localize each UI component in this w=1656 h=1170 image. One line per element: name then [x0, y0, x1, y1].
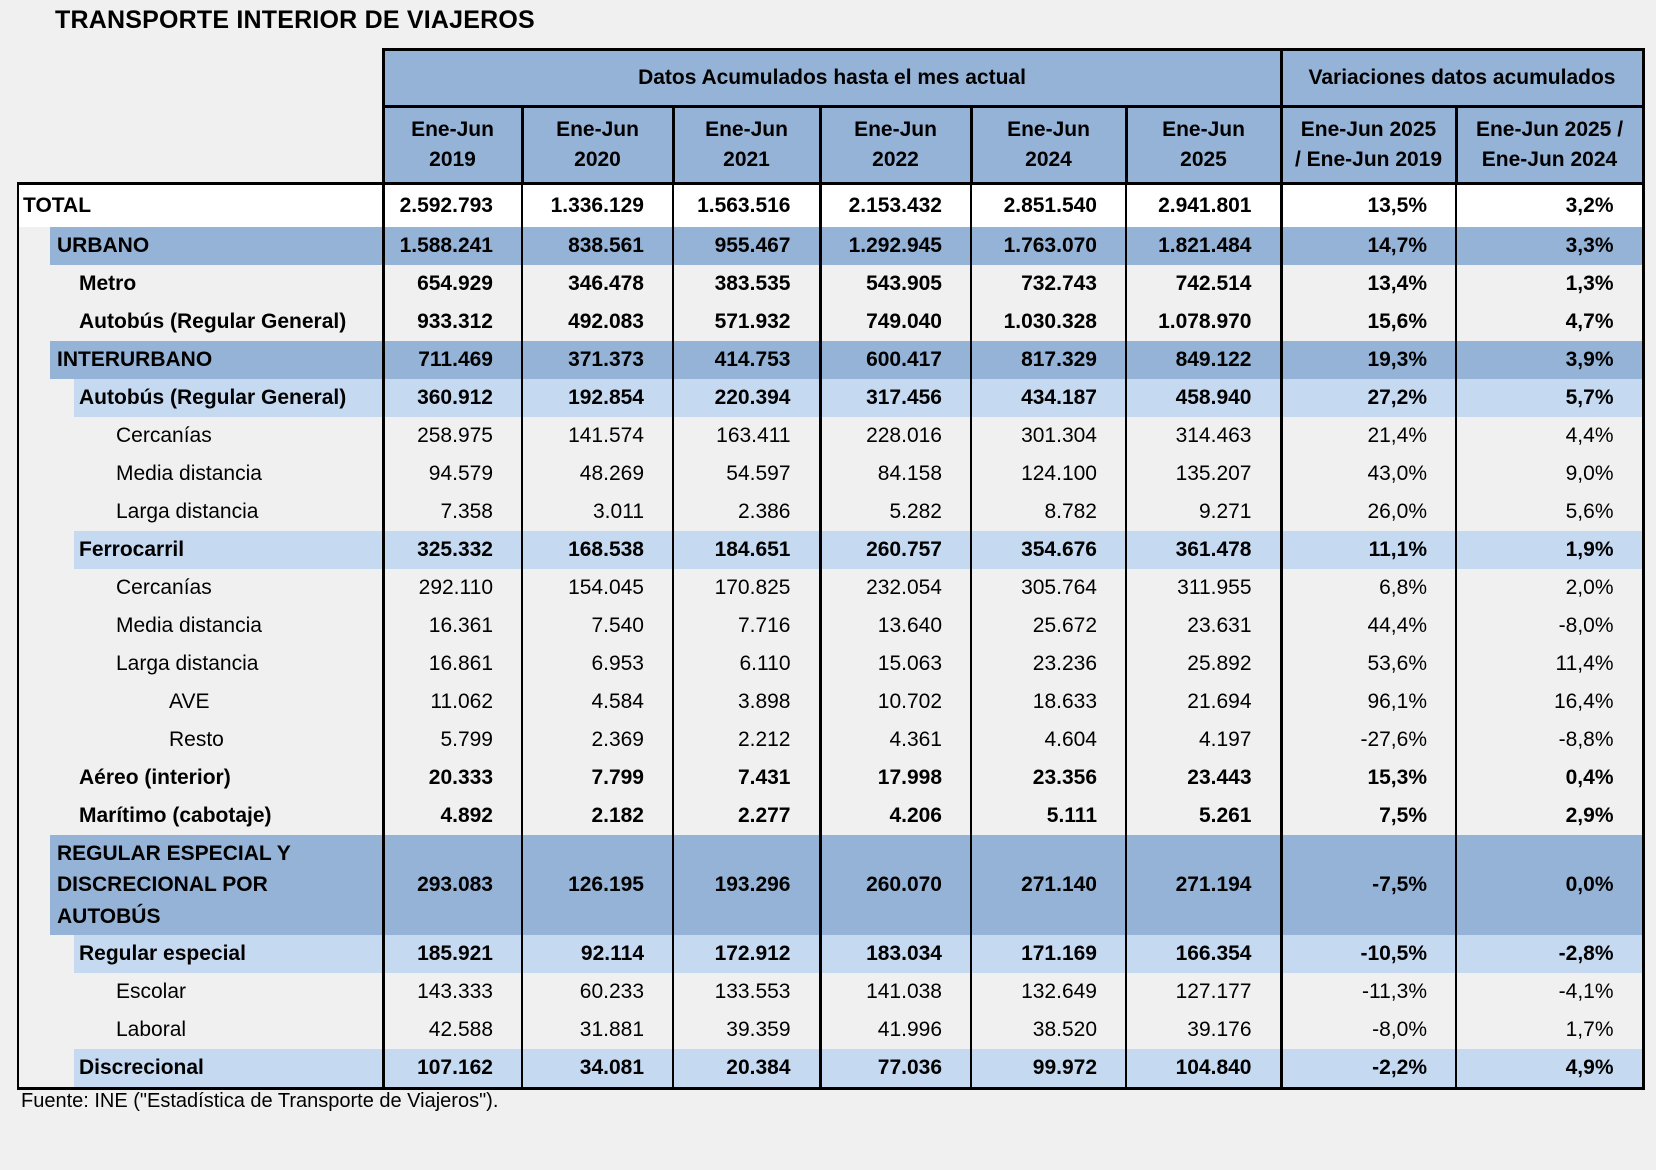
table-cell: 5,7%	[1456, 379, 1643, 417]
column-header-ene-jun-2025--ene-jun-2019: Ene-Jun 2025 / Ene-Jun 2019	[1281, 107, 1456, 184]
table-cell: 26,0%	[1281, 493, 1456, 531]
table-cell: 2.153.432	[820, 184, 971, 228]
table-cell: 1.821.484	[1126, 227, 1281, 265]
table-cell: 220.394	[673, 379, 820, 417]
table-cell: 20.333	[383, 759, 522, 797]
table-cell: 15.063	[820, 645, 971, 683]
table-cell: 260.757	[820, 531, 971, 569]
table-cell: 135.207	[1126, 455, 1281, 493]
table-cell: 383.535	[673, 265, 820, 303]
table-cell: 414.753	[673, 341, 820, 379]
table-cell: 43,0%	[1281, 455, 1456, 493]
table-cell: 311.955	[1126, 569, 1281, 607]
table-cell: -8,0%	[1281, 1011, 1456, 1049]
row-label: Laboral	[18, 1011, 383, 1049]
table-cell: -8,0%	[1456, 607, 1643, 645]
table-cell: 11,1%	[1281, 531, 1456, 569]
table-cell: 21,4%	[1281, 417, 1456, 455]
table-cell: 654.929	[383, 265, 522, 303]
row-label: Larga distancia	[18, 645, 383, 683]
table-cell: 1,7%	[1456, 1011, 1643, 1049]
table-cell: 166.354	[1126, 935, 1281, 973]
table-cell: 5.111	[971, 797, 1126, 835]
source-note: Fuente: INE ("Estadística de Transporte de Viajeros").	[21, 1090, 499, 1112]
table-cell: 7.358	[383, 493, 522, 531]
table-cell: 600.417	[820, 341, 971, 379]
table-cell: 127.177	[1126, 973, 1281, 1011]
table-cell: 9,0%	[1456, 455, 1643, 493]
table-cell: 7.716	[673, 607, 820, 645]
table-cell: 2.277	[673, 797, 820, 835]
table-cell: 53,6%	[1281, 645, 1456, 683]
row-label: REGULAR ESPECIAL Y DISCRECIONAL POR AUTOBÚS	[18, 835, 383, 935]
table-cell: 143.333	[383, 973, 522, 1011]
table-cell: 2.592.793	[383, 184, 522, 228]
table-cell: 184.651	[673, 531, 820, 569]
table-cell: 2.182	[522, 797, 673, 835]
table-cell: 955.467	[673, 227, 820, 265]
table-cell: 260.070	[820, 835, 971, 935]
table-cell: 170.825	[673, 569, 820, 607]
table-cell: 849.122	[1126, 341, 1281, 379]
table-row	[18, 341, 1643, 379]
table-cell: 5.799	[383, 721, 522, 759]
table-cell: 168.538	[522, 531, 673, 569]
table-cell: 141.574	[522, 417, 673, 455]
header-group-datos-acumulados: Datos Acumulados hasta el mes actual	[383, 50, 1281, 107]
table-row	[18, 607, 1643, 645]
transport-table	[17, 48, 1645, 1090]
table-cell: 314.463	[1126, 417, 1281, 455]
table-cell: 1.336.129	[522, 184, 673, 228]
table-cell: 183.034	[820, 935, 971, 973]
table-cell: 92.114	[522, 935, 673, 973]
page-title: TRANSPORTE INTERIOR DE VIAJEROS	[55, 6, 535, 34]
table-cell: 5.261	[1126, 797, 1281, 835]
table-cell: 2,9%	[1456, 797, 1643, 835]
table-cell: 60.233	[522, 973, 673, 1011]
table-cell: 4.206	[820, 797, 971, 835]
table-cell: 38.520	[971, 1011, 1126, 1049]
table-cell: 126.195	[522, 835, 673, 935]
table-row	[18, 265, 1643, 303]
table-cell: 2.369	[522, 721, 673, 759]
table-cell: 838.561	[522, 227, 673, 265]
table-cell: 711.469	[383, 341, 522, 379]
table-row	[18, 835, 1643, 935]
table-cell: -10,5%	[1281, 935, 1456, 973]
row-label: Cercanías	[18, 569, 383, 607]
row-label: TOTAL	[18, 184, 383, 228]
table-cell: 1.563.516	[673, 184, 820, 228]
table-cell: 23.443	[1126, 759, 1281, 797]
table-cell: 232.054	[820, 569, 971, 607]
table-cell: -7,5%	[1281, 835, 1456, 935]
table-cell: 0,4%	[1456, 759, 1643, 797]
table-row	[18, 1049, 1643, 1089]
table-cell: 3,3%	[1456, 227, 1643, 265]
table-cell: 192.854	[522, 379, 673, 417]
table-cell: 543.905	[820, 265, 971, 303]
table-cell: 39.176	[1126, 1011, 1281, 1049]
table-cell: 4,4%	[1456, 417, 1643, 455]
table-cell: 34.081	[522, 1049, 673, 1089]
table-cell: 305.764	[971, 569, 1126, 607]
table-cell: 17.998	[820, 759, 971, 797]
column-header-ene-jun-2020: Ene-Jun 2020	[522, 107, 673, 184]
table-cell: 7.540	[522, 607, 673, 645]
table-cell: 23.236	[971, 645, 1126, 683]
table-row	[18, 379, 1643, 417]
table-cell: 3.011	[522, 493, 673, 531]
table-cell: 3,9%	[1456, 341, 1643, 379]
table-cell: 84.158	[820, 455, 971, 493]
table-cell: 271.140	[971, 835, 1126, 935]
table-cell: 732.743	[971, 265, 1126, 303]
column-header-row	[18, 107, 1643, 184]
table-cell: 7,5%	[1281, 797, 1456, 835]
table-cell: 9.271	[1126, 493, 1281, 531]
table-cell: 5.282	[820, 493, 971, 531]
table-cell: 3,2%	[1456, 184, 1643, 228]
row-label: Resto	[18, 721, 383, 759]
table-cell: 25.892	[1126, 645, 1281, 683]
table-row	[18, 493, 1643, 531]
table-cell: 16.861	[383, 645, 522, 683]
table-cell: 4,9%	[1456, 1049, 1643, 1089]
row-label: Autobús (Regular General)	[18, 303, 383, 341]
table-cell: 41.996	[820, 1011, 971, 1049]
header-blank-cell	[18, 50, 383, 107]
table-cell: 7.431	[673, 759, 820, 797]
table-row	[18, 973, 1643, 1011]
table-row	[18, 759, 1643, 797]
table-cell: 228.016	[820, 417, 971, 455]
table-cell: 25.672	[971, 607, 1126, 645]
column-header-ene-jun-2019: Ene-Jun 2019	[383, 107, 522, 184]
table-cell: 163.411	[673, 417, 820, 455]
table-cell: 16.361	[383, 607, 522, 645]
table-cell: 4.584	[522, 683, 673, 721]
table-cell: 325.332	[383, 531, 522, 569]
row-label: Media distancia	[18, 607, 383, 645]
table-row	[18, 1011, 1643, 1049]
table-row	[18, 645, 1643, 683]
table-cell: 13,5%	[1281, 184, 1456, 228]
table-cell: 742.514	[1126, 265, 1281, 303]
table-cell: 104.840	[1126, 1049, 1281, 1089]
table-cell: 817.329	[971, 341, 1126, 379]
table-row	[18, 184, 1643, 228]
table-cell: 346.478	[522, 265, 673, 303]
table-cell: -2,8%	[1456, 935, 1643, 973]
table-cell: 4.197	[1126, 721, 1281, 759]
table-cell: 1.030.328	[971, 303, 1126, 341]
table-cell: 21.694	[1126, 683, 1281, 721]
table-cell: 77.036	[820, 1049, 971, 1089]
table-cell: 0,0%	[1456, 835, 1643, 935]
table-cell: 16,4%	[1456, 683, 1643, 721]
table-cell: 4.604	[971, 721, 1126, 759]
row-label: Larga distancia	[18, 493, 383, 531]
table-cell: 107.162	[383, 1049, 522, 1089]
table-cell: 13,4%	[1281, 265, 1456, 303]
table-cell: 258.975	[383, 417, 522, 455]
table-cell: 492.083	[522, 303, 673, 341]
row-label: Autobús (Regular General)	[18, 379, 383, 417]
table-row	[18, 303, 1643, 341]
table-cell: 7.799	[522, 759, 673, 797]
table-row	[18, 935, 1643, 973]
table-cell: 1.078.970	[1126, 303, 1281, 341]
table-row	[18, 683, 1643, 721]
table-cell: 354.676	[971, 531, 1126, 569]
table-cell: 360.912	[383, 379, 522, 417]
table-cell: 11,4%	[1456, 645, 1643, 683]
row-label: Marítimo (cabotaje)	[18, 797, 383, 835]
row-label: Regular especial	[18, 935, 383, 973]
table-cell: 293.083	[383, 835, 522, 935]
table-cell: -8,8%	[1456, 721, 1643, 759]
table-cell: 1.588.241	[383, 227, 522, 265]
table-cell: 44,4%	[1281, 607, 1456, 645]
table-cell: 96,1%	[1281, 683, 1456, 721]
table-cell: 933.312	[383, 303, 522, 341]
table-cell: 301.304	[971, 417, 1126, 455]
table-cell: 6.953	[522, 645, 673, 683]
table-cell: 271.194	[1126, 835, 1281, 935]
table-cell: 99.972	[971, 1049, 1126, 1089]
table-cell: 27,2%	[1281, 379, 1456, 417]
row-label: INTERURBANO	[18, 341, 383, 379]
table-cell: 141.038	[820, 973, 971, 1011]
row-label: Discrecional	[18, 1049, 383, 1089]
table-cell: 132.649	[971, 973, 1126, 1011]
row-label: Cercanías	[18, 417, 383, 455]
table-cell: 171.169	[971, 935, 1126, 973]
column-header-ene-jun-2024: Ene-Jun 2024	[971, 107, 1126, 184]
table-cell: 18.633	[971, 683, 1126, 721]
table-row	[18, 455, 1643, 493]
table-cell: 4.361	[820, 721, 971, 759]
table-cell: 571.932	[673, 303, 820, 341]
table-cell: 154.045	[522, 569, 673, 607]
table-cell: 10.702	[820, 683, 971, 721]
table-cell: 2.941.801	[1126, 184, 1281, 228]
table-cell: 14,7%	[1281, 227, 1456, 265]
table-cell: 4.892	[383, 797, 522, 835]
table-cell: 4,7%	[1456, 303, 1643, 341]
header-group-variaciones: Variaciones datos acumulados	[1281, 50, 1643, 107]
table-cell: -27,6%	[1281, 721, 1456, 759]
table-row	[18, 531, 1643, 569]
table-row	[18, 797, 1643, 835]
table-cell: 3.898	[673, 683, 820, 721]
table-cell: -2,2%	[1281, 1049, 1456, 1089]
column-header-ene-jun-2021: Ene-Jun 2021	[673, 107, 820, 184]
column-header-ene-jun-2022: Ene-Jun 2022	[820, 107, 971, 184]
table-cell: 133.553	[673, 973, 820, 1011]
table-cell: 5,6%	[1456, 493, 1643, 531]
table-cell: 434.187	[971, 379, 1126, 417]
table-cell: 6.110	[673, 645, 820, 683]
table-cell: 371.373	[522, 341, 673, 379]
table-cell: 2.851.540	[971, 184, 1126, 228]
table-cell: 2.386	[673, 493, 820, 531]
table-cell: 1,3%	[1456, 265, 1643, 303]
table-cell: -4,1%	[1456, 973, 1643, 1011]
table-cell: 15,3%	[1281, 759, 1456, 797]
table-cell: 2,0%	[1456, 569, 1643, 607]
table-cell: 39.359	[673, 1011, 820, 1049]
column-header-ene-jun-2025--ene-jun-2024: Ene-Jun 2025 / Ene-Jun 2024	[1456, 107, 1643, 184]
table-cell: 23.356	[971, 759, 1126, 797]
table-cell: 361.478	[1126, 531, 1281, 569]
table-cell: 1.292.945	[820, 227, 971, 265]
table-cell: 6,8%	[1281, 569, 1456, 607]
header-group-row	[18, 50, 1643, 107]
table-row	[18, 721, 1643, 759]
row-label: Aéreo (interior)	[18, 759, 383, 797]
table-cell: 458.940	[1126, 379, 1281, 417]
table-cell: 1,9%	[1456, 531, 1643, 569]
table-cell: 48.269	[522, 455, 673, 493]
row-label: Metro	[18, 265, 383, 303]
table-cell: 15,6%	[1281, 303, 1456, 341]
column-header-ene-jun-2025: Ene-Jun 2025	[1126, 107, 1281, 184]
row-label: Ferrocarril	[18, 531, 383, 569]
table-cell: 193.296	[673, 835, 820, 935]
table-row	[18, 417, 1643, 455]
table-cell: 13.640	[820, 607, 971, 645]
row-label: AVE	[18, 683, 383, 721]
row-label: Escolar	[18, 973, 383, 1011]
table-cell: 54.597	[673, 455, 820, 493]
row-label: URBANO	[18, 227, 383, 265]
table-cell: 19,3%	[1281, 341, 1456, 379]
table-cell: 20.384	[673, 1049, 820, 1089]
row-label: Media distancia	[18, 455, 383, 493]
table-cell: 172.912	[673, 935, 820, 973]
header-blank-cell	[18, 107, 383, 184]
table-cell: 8.782	[971, 493, 1126, 531]
table-cell: 31.881	[522, 1011, 673, 1049]
table-cell: 94.579	[383, 455, 522, 493]
table-row	[18, 227, 1643, 265]
table-cell: 23.631	[1126, 607, 1281, 645]
table-cell: 292.110	[383, 569, 522, 607]
table-cell: 317.456	[820, 379, 971, 417]
table-cell: -11,3%	[1281, 973, 1456, 1011]
table-cell: 1.763.070	[971, 227, 1126, 265]
table-cell: 749.040	[820, 303, 971, 341]
table-cell: 185.921	[383, 935, 522, 973]
table-cell: 11.062	[383, 683, 522, 721]
table-cell: 124.100	[971, 455, 1126, 493]
table-row	[18, 569, 1643, 607]
table-cell: 42.588	[383, 1011, 522, 1049]
table-cell: 2.212	[673, 721, 820, 759]
